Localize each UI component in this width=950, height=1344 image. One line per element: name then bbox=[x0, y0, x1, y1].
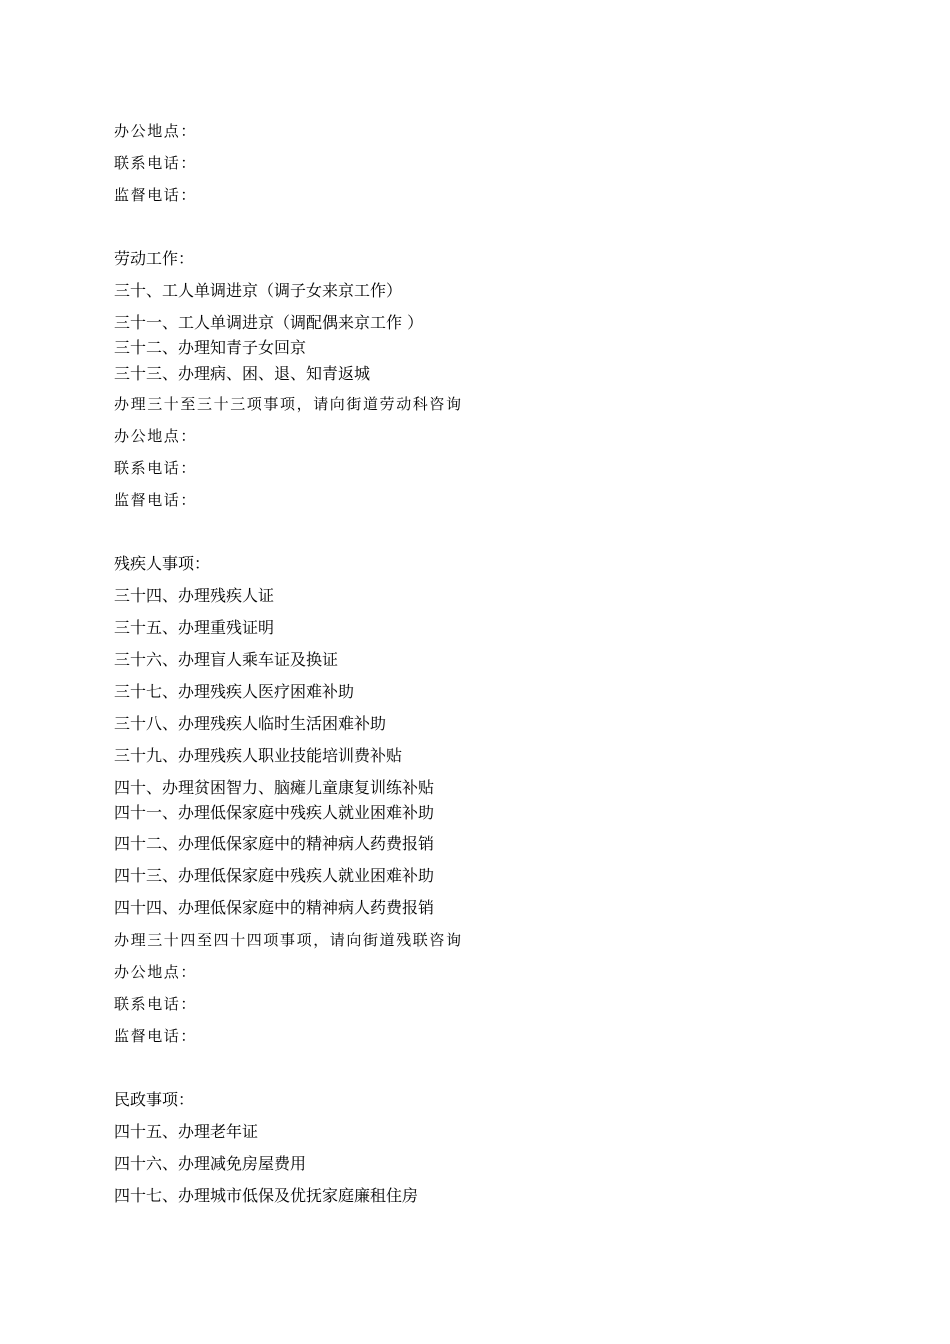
consult-note: 办理三十四至四十四项事项，请向街道残联咨询 bbox=[114, 931, 463, 949]
office-location-label: 办公地点： bbox=[114, 122, 198, 140]
supervision-phone-label: 监督电话： bbox=[114, 1027, 198, 1045]
list-item: 三十八、办理残疾人临时生活困难补助 bbox=[114, 714, 387, 733]
office-location-label: 办公地点： bbox=[114, 963, 198, 981]
consult-note: 办理三十至三十三项事项，请向街道劳动科咨询 bbox=[114, 395, 463, 413]
list-item: 三十七、办理残疾人医疗困难补助 bbox=[114, 682, 355, 701]
list-item: 三十九、办理残疾人职业技能培训费补贴 bbox=[114, 746, 403, 765]
list-item: 三十、工人单调进京（调子女来京工作） bbox=[114, 281, 403, 300]
list-item: 三十三、办理病、困、退、知青返城 bbox=[114, 364, 371, 383]
list-item: 三十一、工人单调进京（调配偶来京工作 ） bbox=[114, 313, 424, 332]
contact-phone-label: 联系电话： bbox=[114, 995, 198, 1013]
section-heading-disabled: 残疾人事项： bbox=[114, 554, 211, 573]
supervision-phone-label: 监督电话： bbox=[114, 186, 198, 204]
contact-phone-label: 联系电话： bbox=[114, 459, 198, 477]
list-item: 四十六、办理减免房屋费用 bbox=[114, 1154, 307, 1173]
list-item: 四十四、办理低保家庭中的精神病人药费报销 bbox=[114, 898, 435, 917]
list-item: 三十六、办理盲人乘车证及换证 bbox=[114, 650, 339, 669]
list-item: 三十二、办理知青子女回京 bbox=[114, 338, 307, 357]
list-item: 四十一、办理低保家庭中残疾人就业困难补助 bbox=[114, 803, 435, 822]
list-item: 三十五、办理重残证明 bbox=[114, 618, 275, 637]
list-item: 四十二、办理低保家庭中的精神病人药费报销 bbox=[114, 834, 435, 853]
supervision-phone-label: 监督电话： bbox=[114, 491, 198, 509]
section-heading-labor: 劳动工作： bbox=[114, 249, 195, 268]
list-item: 四十三、办理低保家庭中残疾人就业困难补助 bbox=[114, 866, 435, 885]
section-heading-civil: 民政事项： bbox=[114, 1090, 195, 1109]
list-item: 四十七、办理城市低保及优抚家庭廉租住房 bbox=[114, 1186, 419, 1205]
office-location-label: 办公地点： bbox=[114, 427, 198, 445]
list-item: 四十五、办理老年证 bbox=[114, 1122, 259, 1141]
contact-phone-label: 联系电话： bbox=[114, 154, 198, 172]
list-item: 三十四、办理残疾人证 bbox=[114, 586, 275, 605]
list-item: 四十、办理贫困智力、脑瘫儿童康复训练补贴 bbox=[114, 778, 435, 797]
